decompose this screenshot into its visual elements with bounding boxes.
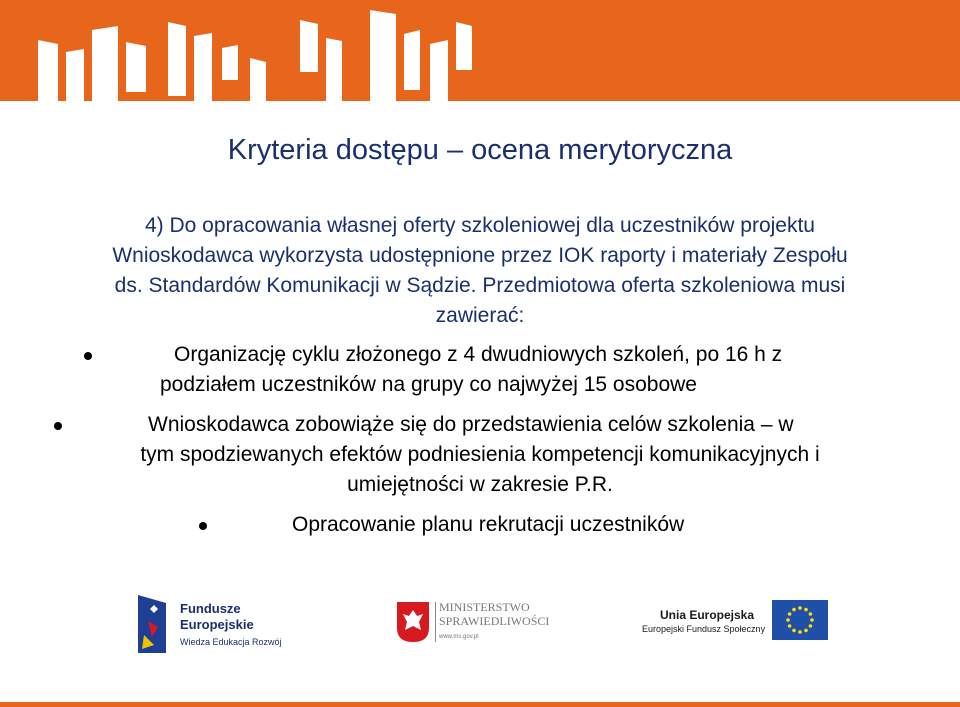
bottom-divider bbox=[0, 702, 960, 707]
banner-pattern bbox=[0, 0, 960, 101]
ue-line2: Europejski Fundusz Społeczny bbox=[642, 624, 766, 634]
ms-line1: MINISTERSTWO bbox=[439, 600, 530, 614]
eagle-emblem-icon bbox=[397, 602, 429, 642]
bullet-3-line: Opracowanie planu rekrutacji uczestników bbox=[292, 513, 685, 536]
bullet-dot bbox=[54, 422, 62, 430]
fe-emblem-icon bbox=[136, 593, 170, 655]
fe-line2: Europejskie bbox=[180, 617, 254, 632]
bullet-dot bbox=[84, 352, 92, 360]
logo-fundusze-europejskie bbox=[136, 593, 296, 657]
intro-line: 4) Do opracowania własnej oferty szkoleniowej dla uczestników projektu bbox=[144, 214, 815, 237]
bullet-2-line: umiejętności w zakresie P.R. bbox=[347, 473, 613, 496]
fe-line1: Fundusze bbox=[180, 601, 241, 616]
intro-line: zawierać: bbox=[435, 304, 525, 327]
intro-line: ds. Standardów Komunikacji w Sądzie. Przedmiotowa oferta szkoleniowa musi bbox=[114, 274, 846, 297]
bullet-1-line: podziałem uczestników na grupy co najwyżej 15 osobowe bbox=[160, 373, 697, 396]
bullet-2-line: tym spodziewanych efektów podniesienia kompetencji komunikacyjnych i bbox=[140, 443, 820, 466]
bullet-1-line: Organizację cyklu złożonego z 4 dwudniowych szkoleń, po 16 h z bbox=[174, 343, 783, 366]
page-title: Kryteria dostępu – ocena merytoryczna bbox=[227, 134, 733, 166]
ms-line2: SPRAWIEDLIWOŚCI bbox=[439, 614, 550, 628]
ue-line1: Unia Europejska bbox=[660, 608, 755, 622]
logo-unia-europejska bbox=[640, 600, 830, 645]
header-banner bbox=[0, 0, 960, 101]
intro-line: Wnioskodawca wykorzystа udostępnione przez IOK raporty i materiały Zespołu bbox=[112, 244, 848, 267]
ms-url: www.ms.gov.pl bbox=[439, 634, 479, 640]
eu-flag-icon bbox=[772, 600, 828, 640]
fe-line3: Wiedza Edukacja Rozwój bbox=[180, 637, 282, 647]
logo-ministerstwo bbox=[397, 600, 557, 650]
bullet-dot bbox=[199, 522, 207, 530]
bullet-2-line: Wnioskodawca zobowiąże się do przedstawienia celów szkolenia – w bbox=[148, 413, 794, 436]
